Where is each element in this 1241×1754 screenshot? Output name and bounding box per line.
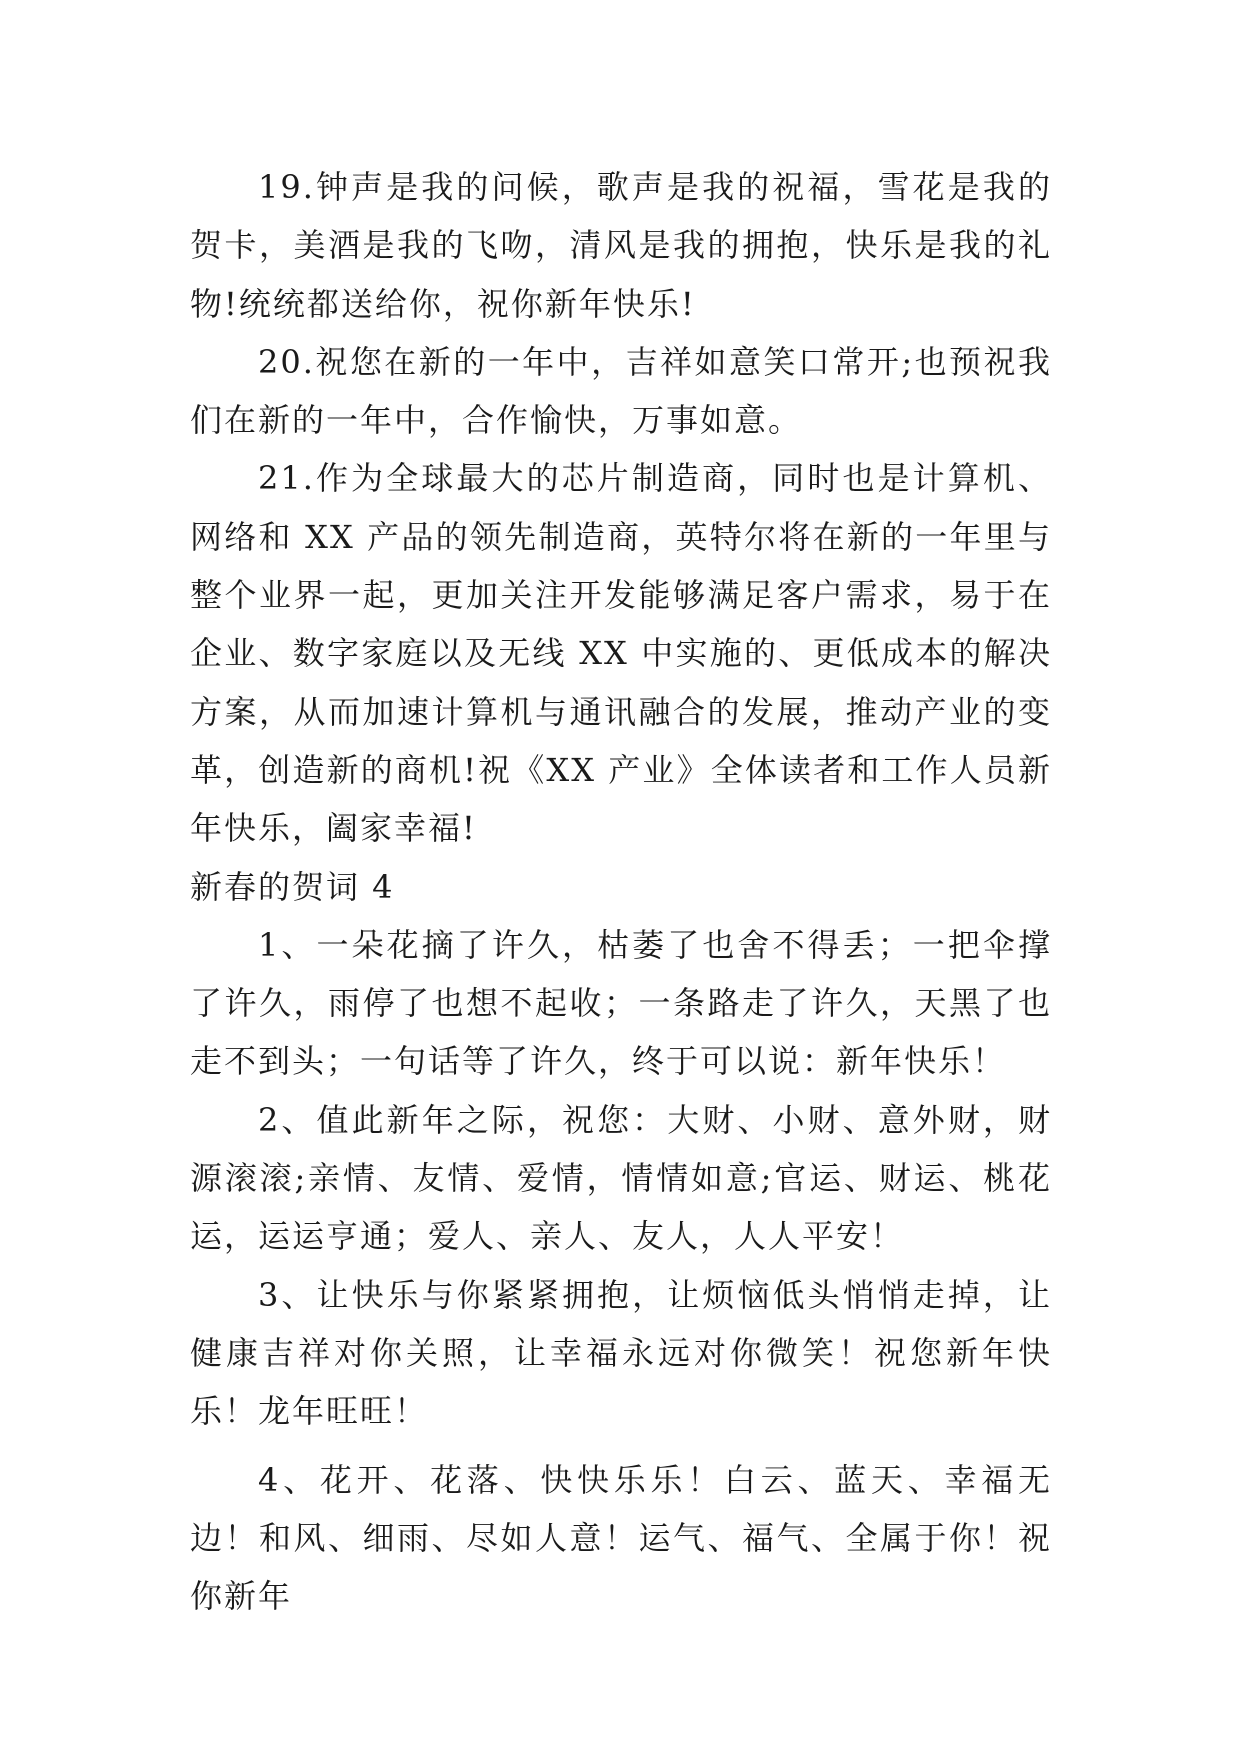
paragraph-item-1: 1、一朵花摘了许久，枯萎了也舍不得丢；一把伞撑了许久，雨停了也想不起收；一条路走了许久，天黑了也走不到头；一句话等了许久，终于可以说：新年快乐！: [190, 925, 1052, 1081]
paragraph-item-3: 3、让快乐与你紧紧拥抱，让烦恼低头悄悄走掉，让健康吉祥对你关照，让幸福永远对你微笑！祝您新年快乐！龙年旺旺！: [190, 1275, 1052, 1431]
section-heading: 新春的贺词 4: [190, 867, 395, 906]
paragraph-item-20: 20.祝您在新的一年中，吉祥如意笑口常开;也预祝我们在新的一年中，合作愉快，万事如意。: [190, 342, 1052, 440]
document-page: [190, 158, 1052, 1625]
paragraph-item-21: 21.作为全球最大的芯片制造商，同时也是计算机、网络和 XX 产品的领先制造商，英特尔将在新的一年里与整个业界一起，更加关注开发能够满足客户需求，易于在企业、数字家庭以及无线 XX 中实施的、更低成本的解决方案，从而加速计算机与通讯融合的发展，推动产业的变革，创造新的商机!祝《XX 产业》全体读者和工作人员新年快乐，阖家幸福!: [190, 459, 1052, 848]
paragraph-item-19: 19.钟声是我的问候，歌声是我的祝福，雪花是我的贺卡，美酒是我的飞吻，清风是我的拥抱，快乐是我的礼物!统统都送给你，祝你新年快乐!: [190, 168, 1052, 323]
paragraph-item-4: 4、花开、花落、快快乐乐！白云、蓝天、幸福无边！和风、细雨、尽如人意！运气、福气、全属于你！祝你新年: [190, 1460, 1052, 1616]
paragraph-item-2: 2、值此新年之际，祝您：大财、小财、意外财，财源滚滚;亲情、友情、爱情，情情如意;官运、财运、桃花运，运运亨通；爱人、亲人、友人，人人平安！: [190, 1100, 1052, 1256]
